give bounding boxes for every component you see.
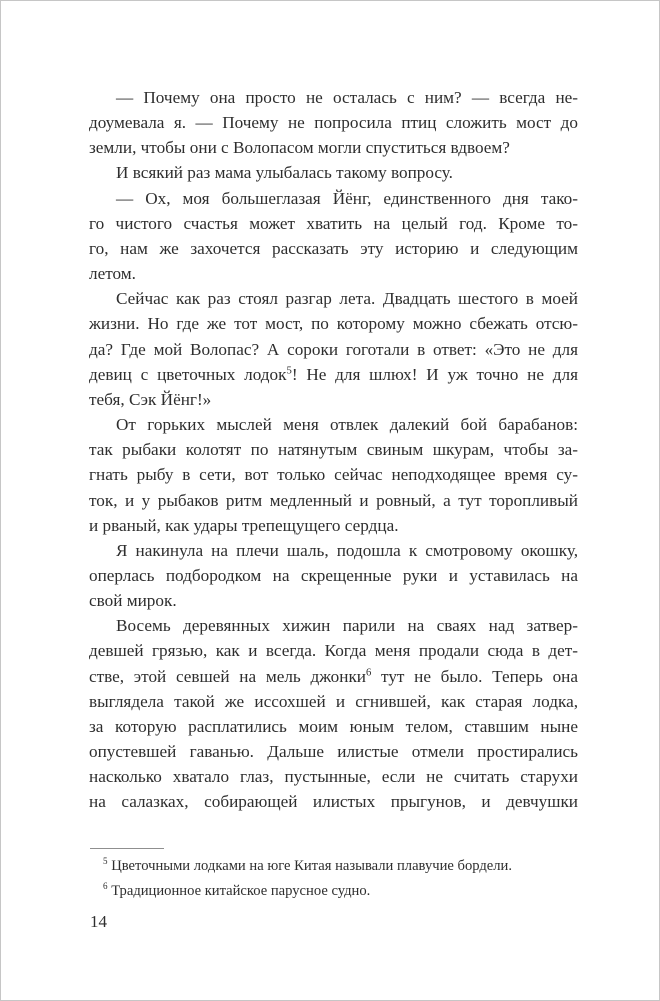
text-line: го, нам же захочется рассказать эту историю и следующим	[89, 238, 578, 258]
footnote-divider	[90, 848, 164, 849]
text-line: Я накинула на плечи шаль, подошла к смотровому окошку,	[116, 540, 578, 560]
text-line: выглядела такой же иссохшей и сгнившей, как старая лодка,	[89, 691, 578, 711]
footnote-marker: 6	[103, 880, 108, 891]
text-line: доумевала я. — Почему не попросила птиц сложить мост до	[89, 113, 578, 133]
text-line: да? Где мой Волопас? А сороки гоготали в ответ: «Это не для	[89, 339, 578, 359]
text-line: девшей грязью, как и всегда. Когда меня продали сюда в дет-	[89, 641, 578, 661]
text-line: — Ох, моя большеглазая Йёнг, единственного дня тако-	[116, 188, 578, 208]
text-line: го чистого счастья может хватить на целый год. Кроме то-	[89, 213, 578, 233]
footnote-ref: 6	[366, 666, 372, 678]
body-text	[89, 85, 578, 815]
text-line: так рыбаки колотят по натянутым свиным шкурам, чтобы за-	[89, 440, 578, 460]
text-line: земли, чтобы они с Волопасом могли спуститься вдвоем?	[89, 138, 510, 158]
text-line: летом.	[89, 264, 136, 284]
text-line: Восемь деревянных хижин парили на сваях над затвер-	[116, 616, 578, 636]
footnote-marker: 5	[103, 856, 108, 867]
text-line: на салазках, собирающей илистых прыгунов, и девчушки	[89, 792, 578, 812]
footnote-item	[89, 854, 578, 879]
text-line: И всякий раз мама улыбалась такому вопросу.	[116, 163, 453, 183]
text-line: От горьких мыслей меня отвлек далекий бой барабанов:	[116, 415, 578, 435]
text-line: жизни. Но где же тот мост, по которому можно сбежать отсю-	[89, 314, 578, 334]
footnote-item	[89, 879, 578, 904]
text-line: Сейчас как раз стоял разгар лета. Двадцать шестого в моей	[116, 289, 578, 309]
text-line: стве, этой севшей на мель джонки$^6$ тут не было. Теперь она	[89, 666, 578, 686]
page-number: 14	[90, 912, 107, 931]
footnotes	[89, 854, 578, 903]
footnote-text: Цветочными лодками на юге Китая называли плавучие бордели.	[111, 858, 512, 874]
text-line: гнать рыбу в сети, вот только сейчас неподходящее время су-	[89, 465, 578, 485]
text-line: тебя, Сэк Йёнг!»	[89, 389, 212, 409]
text-line: опустевшей гаванью. Дальше илистые отмели простирались	[89, 742, 578, 762]
text-line: за которую расплатились моим юным телом, ставшим ныне	[89, 716, 578, 736]
text-line: и рваный, как удары трепещущего сердца.	[89, 515, 399, 535]
footnote-ref: 5	[286, 364, 292, 376]
text-line: девиц с цветочных лодок$^5$! Не для шлюх! И уж точно не для	[89, 364, 578, 384]
text-line: свой мирок.	[89, 591, 177, 611]
text-line: — Почему она просто не осталась с ним? — всегда не-	[116, 88, 578, 107]
footnote-text: Традиционное китайское парусное судно.	[111, 882, 371, 899]
text-line: насколько хватало глаз, пустынные, если не считать старухи	[89, 767, 578, 787]
text-line: оперлась подбородком на скрещенные руки и уставилась на	[89, 565, 578, 585]
text-line: ток, и у рыбаков ритм медленный и ровный, а тут торопливый	[89, 490, 578, 510]
